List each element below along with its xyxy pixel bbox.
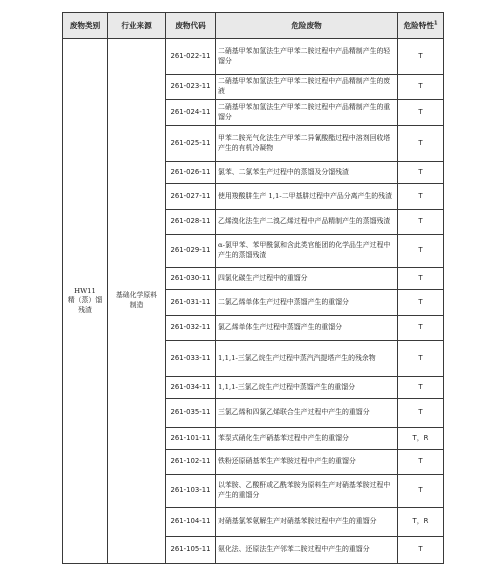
waste-code: 261-102-11 (166, 450, 216, 475)
hazard-characteristic: T (398, 184, 444, 210)
waste-code: 261-031-11 (166, 290, 216, 316)
waste-description: 氨化法、还原法生产邻苯二胺过程中产生的重馏分 (216, 537, 398, 564)
header-category: 废物类别 (63, 13, 108, 39)
waste-description: 二硝基甲苯加氢法生产甲苯二胺过程中产品精制产生的重馏分 (216, 100, 398, 126)
industry-source-cell (108, 39, 166, 564)
waste-code: 261-029-11 (166, 235, 216, 268)
waste-description: 氯苯、二氯苯生产过程中的蒸馏及分馏残渣 (216, 162, 398, 184)
waste-description: 甲苯二胺光气化法生产甲苯二异氰酸酯过程中溶剂回收塔产生的有机冷凝物 (216, 126, 398, 162)
hazard-characteristic: T (398, 341, 444, 377)
header-characteristic-label: 危险特性 (403, 21, 434, 30)
header-code: 废物代码 (166, 13, 216, 39)
waste-code: 261-023-11 (166, 75, 216, 100)
waste-code: 261-103-11 (166, 475, 216, 508)
hazard-characteristic: T (398, 399, 444, 428)
header-characteristic (398, 13, 444, 39)
waste-code: 261-025-11 (166, 126, 216, 162)
hazard-characteristic: T (398, 537, 444, 564)
hazard-characteristic: T (398, 290, 444, 316)
header-waste: 危险废物 (216, 13, 398, 39)
waste-description: 以苯胺、乙酸酐或乙酰苯胺为原料生产对硝基苯胺过程中产生的重馏分 (216, 475, 398, 508)
footnote-marker: 1 (433, 20, 438, 27)
waste-description: 对硝基氯苯氨解生产对硝基苯胺过程中产生的重馏分 (216, 508, 398, 537)
waste-description: 乙烯溴化法生产二溴乙烯过程中产品精制产生的蒸馏残渣 (216, 210, 398, 235)
waste-description: 苯泵式硝化生产硝基苯过程中产生的重馏分 (216, 428, 398, 450)
industry-line: 基础化学原料 (115, 291, 158, 300)
category-line: HW11 (74, 286, 96, 295)
waste-code: 261-032-11 (166, 316, 216, 341)
hazardous-waste-table (62, 12, 444, 564)
hazard-characteristic: T (398, 475, 444, 508)
hazard-characteristic: T (398, 377, 444, 399)
waste-code: 261-028-11 (166, 210, 216, 235)
waste-code: 261-022-11 (166, 39, 216, 75)
hazard-characteristic: T (398, 39, 444, 75)
waste-code: 261-033-11 (166, 341, 216, 377)
hazard-characteristic: T (398, 100, 444, 126)
waste-description: 氯乙烯单体生产过程中蒸馏产生的重馏分 (216, 316, 398, 341)
waste-code: 261-027-11 (166, 184, 216, 210)
waste-description: 1,1,1-三氯乙烷生产过程中蒸汽汽提塔产生的残余物 (216, 341, 398, 377)
waste-code: 261-035-11 (166, 399, 216, 428)
hazard-characteristic: T (398, 126, 444, 162)
waste-category-cell (63, 39, 108, 564)
waste-code: 261-101-11 (166, 428, 216, 450)
industry-line: 制造 (129, 301, 144, 309)
hazard-characteristic: T，R (398, 508, 444, 537)
waste-code: 261-034-11 (166, 377, 216, 399)
waste-code: 261-105-11 (166, 537, 216, 564)
waste-code: 261-026-11 (166, 162, 216, 184)
waste-description: 1,1,1-三氯乙烷生产过程中蒸馏产生的重馏分 (216, 377, 398, 399)
waste-code: 261-030-11 (166, 268, 216, 290)
hazard-characteristic: T (398, 235, 444, 268)
category-line: 残渣 (78, 305, 92, 314)
waste-description: 三氯乙烯和四氯乙烯联合生产过程中产生的重馏分 (216, 399, 398, 428)
category-line: 精（蒸）馏 (67, 296, 103, 305)
header-industry: 行业来源 (108, 13, 166, 39)
table-row (63, 39, 444, 75)
hazard-characteristic: T (398, 75, 444, 100)
waste-description: 铁粉还原硝基苯生产苯胺过程中产生的重馏分 (216, 450, 398, 475)
waste-description: 使用羧酸肼生产 1,1-二甲基肼过程中产品分离产生的残渣 (216, 184, 398, 210)
waste-description: 四氯化碳生产过程中的重馏分 (216, 268, 398, 290)
hazard-characteristic: T (398, 450, 444, 475)
header-row (63, 13, 444, 39)
waste-description: 二硝基甲苯加氢法生产甲苯二胺过程中产品精制产生的轻馏分 (216, 39, 398, 75)
hazard-characteristic: T，R (398, 428, 444, 450)
hazard-characteristic: T (398, 162, 444, 184)
hazard-characteristic: T (398, 268, 444, 290)
waste-description: 二氯乙烯单体生产过程中蒸馏产生的重馏分 (216, 290, 398, 316)
waste-code: 261-104-11 (166, 508, 216, 537)
hazard-characteristic: T (398, 316, 444, 341)
waste-description: α-氯甲苯、苯甲酰氯和含此类官能团的化学品生产过程中产生的蒸馏残渣 (216, 235, 398, 268)
waste-code: 261-024-11 (166, 100, 216, 126)
waste-description: 二硝基甲苯加氢法生产甲苯二胺过程中产品精制产生的废液 (216, 75, 398, 100)
hazard-characteristic: T (398, 210, 444, 235)
